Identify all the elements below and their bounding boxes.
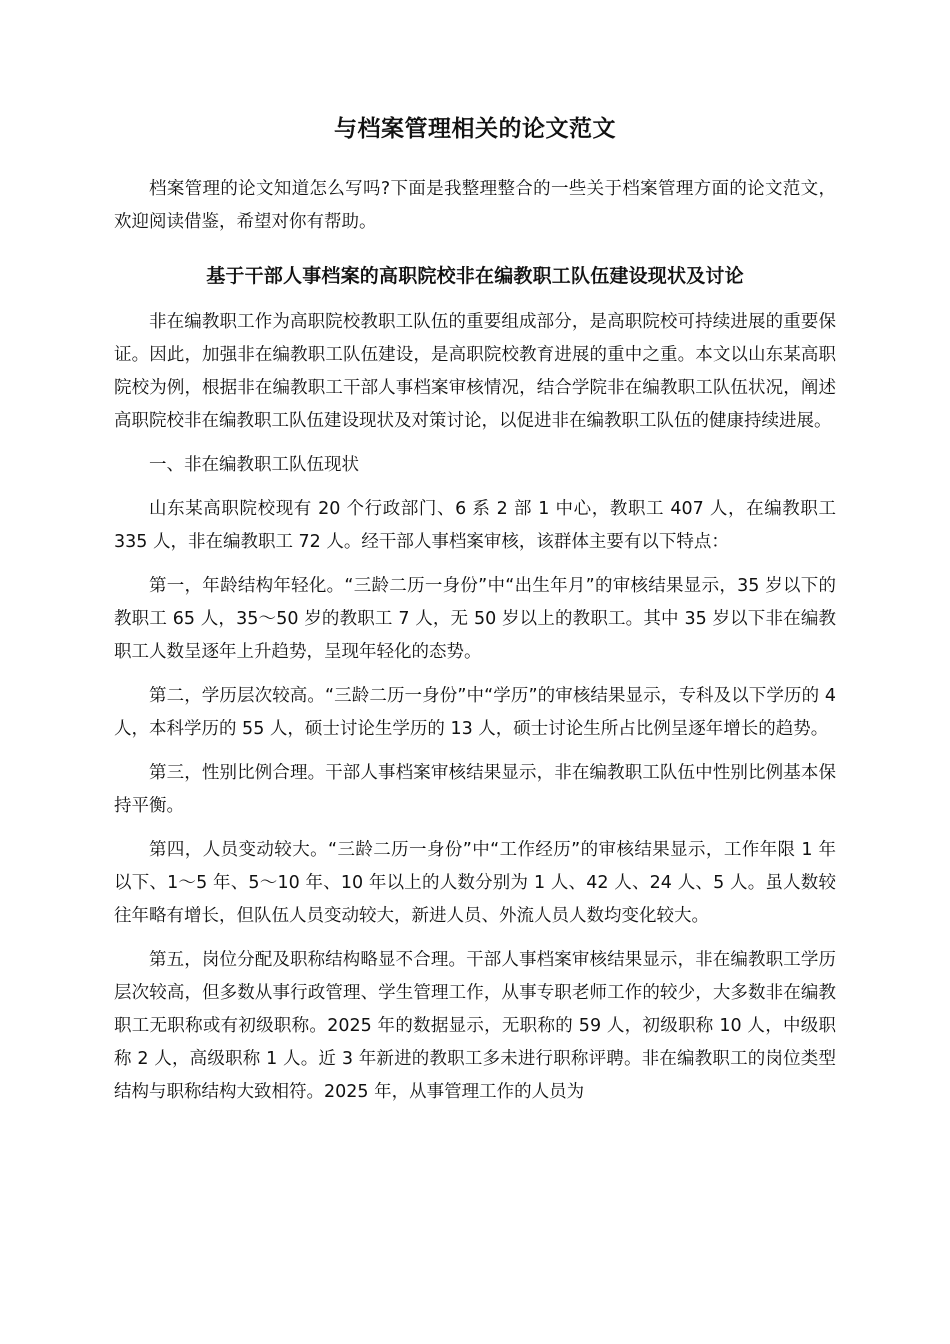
body-paragraph: 第三，性别比例合理。干部人事档案审核结果显示，非在编教职工队伍中性别比例基本保持平衡。: [114, 763, 836, 816]
document-title: 与档案管理相关的论文范文: [334, 116, 616, 142]
body-paragraph: 非在编教职工作为高职院校教职工队伍的重要组成部分，是高职院校可持续进展的重要保证。因此，加强非在编教职工队伍建设，是高职院校教育进展的重中之重。本文以山东某高职院校为例，根据非在编教职工干部人事档案审核情况，结合学院非在编教职工队伍状况，阐述高职院校非在编教职工队伍建设现状及对策讨论，以促进非在编教职工队伍的健康持续进展。: [114, 312, 836, 431]
body-paragraph: 第一，年龄结构年轻化。“三龄二历一身份”中“出生年月”的审核结果显示，35 岁以下的教职工 65 人，35～50 岁的教职工 7 人，无 50 岁以上的教职工。其中 35 岁以下非在编教职工人数呈逐年上升趋势，呈现年轻化的态势。: [114, 576, 836, 662]
body-paragraph: 山东某高职院校现有 20 个行政部门、6 系 2 部 1 中心，教职工 407 人，在编教职工 335 人，非在编教职工 72 人。经干部人事档案审核，该群体主要有以下特点：: [114, 499, 836, 552]
body-paragraph: 第二，学历层次较高。“三龄二历一身份”中“学历”的审核结果显示，专科及以下学历的 4 人，本科学历的 55 人，硕士讨论生学历的 13 人，硕士讨论生所占比例呈逐年增长的趋势。: [114, 686, 836, 739]
body-paragraph: 第四，人员变动较大。“三龄二历一身份”中“工作经历”的审核结果显示，工作年限 1 年以下、1～5 年、5～10 年、10 年以上的人数分别为 1 人、42 人、24 人、5 人。虽人数较往年略有增长，但队伍人员变动较大，新进人员、外流人员人数均变化较大。: [114, 840, 836, 926]
intro-paragraph: 档案管理的论文知道怎么写吗?下面是我整理整合的一些关于档案管理方面的论文范文，欢迎阅读借鉴，希望对你有帮助。: [114, 179, 836, 232]
body-paragraph: 第五，岗位分配及职称结构略显不合理。干部人事档案审核结果显示，非在编教职工学历层次较高，但多数从事行政管理、学生管理工作，从事专职老师工作的较少，大多数非在编教职工无职称或有初级职称。2025 年的数据显示，无职称的 59 人，初级职称 10 人，中级职称 2 人，高级职称 1 人。近 3 年新进的教职工多未进行职称评聘。非在编教职工的岗位类型结构与职称结构大致相符。2025 年，从事管理工作的人员为: [114, 950, 836, 1102]
section-heading: 一、非在编教职工队伍现状: [149, 455, 359, 475]
document-page: [114, 110, 836, 1120]
article-title: 基于干部人事档案的高职院校非在编教职工队伍建设现状及讨论: [206, 265, 744, 287]
